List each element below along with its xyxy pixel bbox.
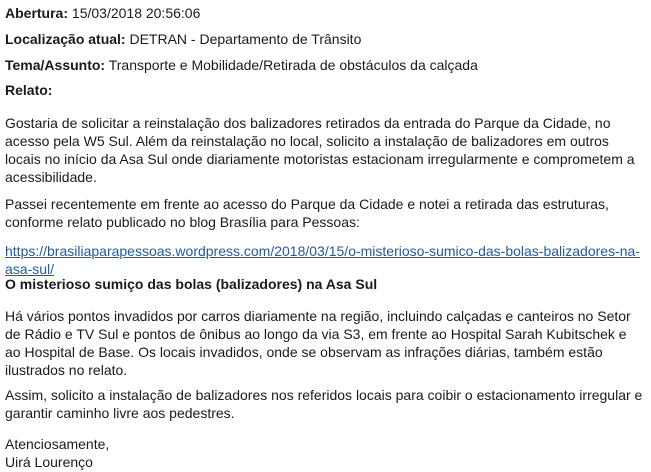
field-localizacao — [5, 30, 361, 48]
closing: Atenciosamente, — [5, 436, 110, 452]
tema-value: Transporte e Mobilidade/Retirada de obstáculos da calçada — [108, 57, 478, 73]
localizacao-label: Localização atual: — [5, 31, 126, 47]
paragraph-conclusion: Assim, solicito a instalação de balizadores nos referidos locais para coibir o estacionamento irregular e garantir caminho livre aos pedestres. — [5, 387, 643, 421]
relato-label: Relato: — [5, 82, 53, 98]
article-link-paragraph — [5, 242, 646, 278]
tema-label: Tema/Assunto: — [5, 57, 106, 73]
article-title: O misterioso sumiço das bolas (balizadores) na Asa Sul — [5, 276, 378, 292]
field-abertura — [5, 4, 200, 22]
paragraph-observation: Passei recentemente em frente ao acesso do Parque da Cidade e notei a retirada das estruturas, conforme relato publicado no blog Brasília para Pessoas: — [5, 196, 609, 230]
abertura-label: Abertura: — [5, 5, 69, 21]
field-tema — [5, 56, 478, 74]
abertura-value: 15/03/2018 20:56:06 — [71, 5, 201, 21]
field-relato — [5, 81, 52, 99]
paragraph-invaded-points: Há vários pontos invadidos por carros diariamente na região, incluindo calçadas e canteiros no Setor de Rádio e TV Sul e pontos de ônibus ao longo da via S3, em frente ao Hospital Sarah Kubitschek e ao Hospital de Base. Os locais invadidos, onde se observam as infrações diárias, também estão ilustrados no relato. — [5, 308, 631, 378]
localizacao-value: DETRAN - Departamento de Trânsito — [129, 31, 362, 47]
signature: Uirá Lourenço — [5, 454, 93, 470]
article-link[interactable]: https://brasiliaparapessoas.wordpress.com/2018/03/15/o-misterioso-sumico-das-bolas-balizadores-na-asa-sul/ — [5, 243, 640, 277]
paragraph-request: Gostaria de solicitar a reinstalação dos balizadores retirados da entrada do Parque da Cidade, no acesso pela W5 Sul. Além da reinstalação no local, solicito a instalação de balizadores em outros locais no início da Asa Sul onde diariamente motoristas estacionam irregularmente e comprometem a acessibilidade. — [5, 115, 635, 185]
